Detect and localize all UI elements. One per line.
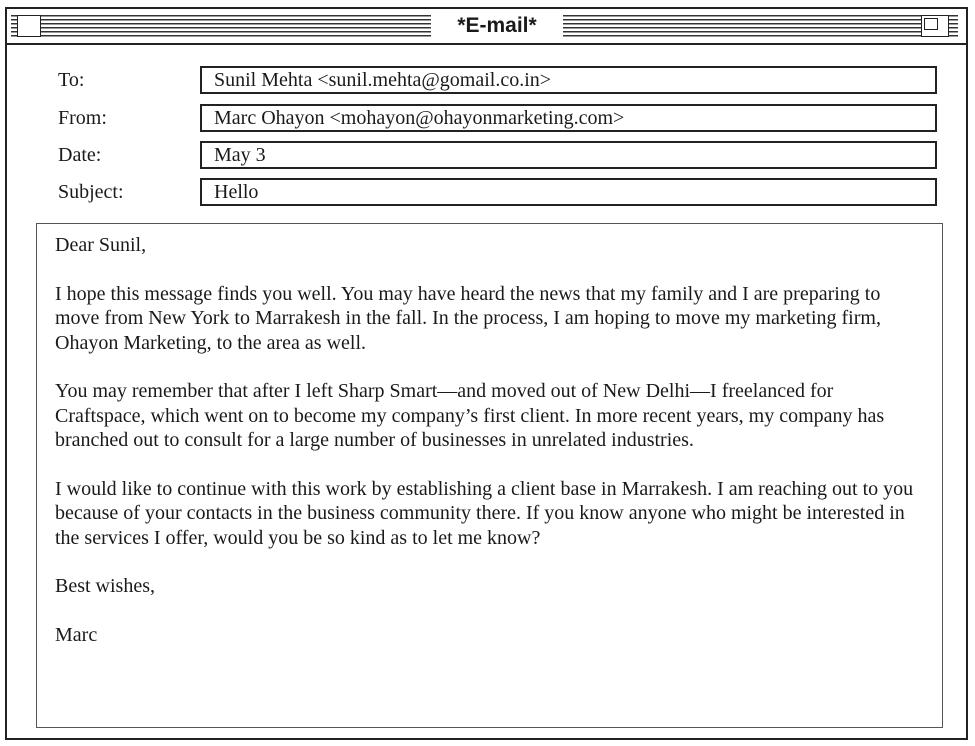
message-greeting: Dear Sunil, [55, 234, 147, 256]
title-bar[interactable] [7, 9, 966, 45]
from-label: From: [58, 107, 107, 129]
zoom-box-icon[interactable] [921, 15, 949, 37]
close-box-icon[interactable] [17, 15, 41, 37]
from-row [7, 104, 966, 134]
window-title: *E-mail* [437, 13, 557, 39]
zoom-box-inner [924, 18, 938, 30]
subject-field[interactable]: Hello [200, 178, 937, 206]
date-label: Date: [58, 144, 102, 166]
to-field[interactable]: Sunil Mehta <sunil.mehta@gomail.co.in> [200, 66, 937, 94]
message-paragraph: You may remember that after I left Sharp Smart—and moved out of New Delhi—I freelanced for Craftspace, which went on to become my company’s first client. In more recent years, my company has branched out to consult for a large number of businesses in unrelated industries. [55, 380, 885, 451]
date-field[interactable]: May 3 [200, 141, 937, 169]
title-bar-stripes-right [563, 15, 958, 37]
from-field[interactable]: Marc Ohayon <mohayon@ohayonmarketing.com> [200, 104, 937, 132]
date-row [7, 141, 966, 171]
subject-label: Subject: [58, 181, 124, 203]
message-paragraph: I hope this message finds you well. You may have heard the news that my family and I are preparing to move from New York to Marrakesh in the fall. In the process, I am hoping to move my marketing firm, Ohayon Marketing, to the area as well. [55, 282, 881, 354]
message-signature: Marc [55, 623, 98, 646]
message-paragraph: I would like to continue with this work by establishing a client base in Marrakesh. I am reaching out to you because of your contacts in the business community there. If you know anyone who might be interested in the services I offer, would you be so kind as to let me know? [55, 477, 914, 549]
to-label: To: [58, 69, 85, 91]
to-row [7, 66, 966, 96]
message-body[interactable] [36, 223, 943, 728]
subject-row [7, 178, 966, 208]
message-closing: Best wishes, [55, 575, 155, 597]
title-bar-stripes-left [11, 15, 431, 37]
email-window [5, 7, 968, 740]
